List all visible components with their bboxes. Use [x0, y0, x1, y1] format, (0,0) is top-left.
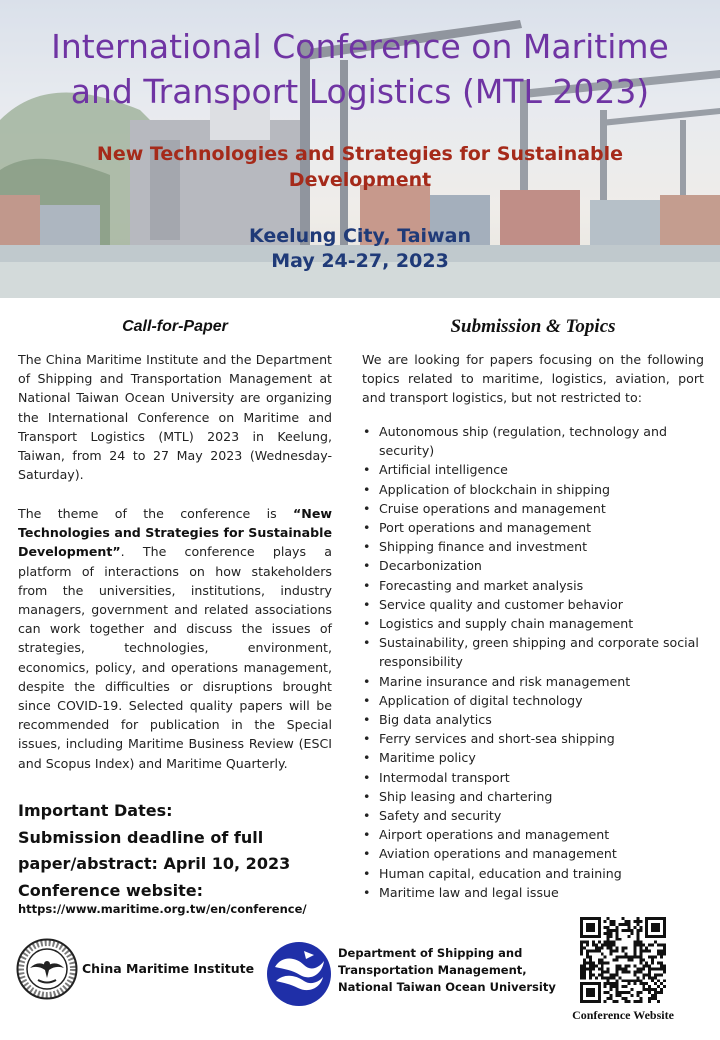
topic-item — [362, 480, 704, 499]
topic-item — [362, 633, 704, 671]
topic-text: Decarbonization — [379, 558, 482, 574]
ntou-name-line1: Department of Shipping and — [338, 946, 523, 960]
cfp-paragraph-1: The China Maritime Institute and the Department of Shipping and Transportation Management at National Taiwan Ocean University are organizing the International Conference on Maritime and Transport Logistics (MTL) 2023 in Keelung, Taiwan, from 24 to 27 May 2023 (Wednesday-Saturday). — [18, 352, 332, 483]
theme-name-text: “New Technologies and Strategies for Sustainable Development” — [18, 506, 332, 560]
bullet-icon: • — [363, 462, 371, 478]
qr-code-icon[interactable] — [580, 917, 666, 1003]
topic-text: Artificial intelligence — [379, 462, 508, 478]
topic-item — [362, 499, 704, 518]
topic-item — [362, 710, 704, 729]
theme-intro-text: The theme of the conference is — [18, 506, 293, 521]
topic-text: Cruise operations and management — [379, 500, 606, 516]
topic-text: Application of blockchain in shipping — [379, 481, 611, 497]
topic-text: Maritime policy — [379, 750, 476, 766]
topic-text: Human capital, education and training — [379, 865, 622, 881]
topic-text: Sustainability, green shipping and corporate social responsibility — [379, 635, 699, 670]
conference-title-line1: International Conference on Maritime — [51, 27, 669, 66]
bullet-icon: • — [363, 673, 371, 689]
bullet-icon: • — [363, 596, 371, 612]
call-for-paper-heading: Call-for-Paper — [122, 318, 228, 335]
header-banner — [0, 0, 720, 298]
topic-item — [362, 614, 704, 633]
topic-item — [362, 864, 704, 883]
topic-item — [362, 748, 704, 767]
topic-item — [362, 576, 704, 595]
important-dates-heading: Important Dates: — [18, 801, 173, 820]
bullet-icon: • — [363, 481, 371, 497]
topic-text: Shipping finance and investment — [379, 539, 588, 555]
submission-intro: We are looking for papers focusing on the following topics related to maritime, logistics, aviation, port and transport logistics, but not restricted to: — [362, 352, 704, 406]
topic-text: Intermodal transport — [379, 769, 510, 785]
topic-item — [362, 768, 704, 787]
topic-item — [362, 422, 704, 460]
bullet-icon: • — [363, 558, 371, 574]
topic-text: Autonomous ship (regulation, technology and security) — [379, 424, 667, 459]
topic-text: Application of digital technology — [379, 692, 583, 708]
topic-item — [362, 672, 704, 691]
topic-item — [362, 787, 704, 806]
topic-item — [362, 729, 704, 748]
ntou-name-line3: National Taiwan Ocean University — [338, 980, 556, 994]
topic-text: Ship leasing and chartering — [379, 788, 553, 804]
cfp-paragraph-2 — [18, 504, 332, 773]
topic-text: Big data analytics — [379, 712, 492, 728]
bullet-icon: • — [363, 865, 371, 881]
topic-text: Service quality and customer behavior — [379, 596, 623, 612]
qr-caption: Conference Website — [572, 1008, 674, 1022]
topic-item — [362, 825, 704, 844]
bullet-icon: • — [363, 731, 371, 747]
bullet-icon: • — [363, 692, 371, 708]
cmi-name: China Maritime Institute — [82, 961, 255, 976]
topic-text: Maritime law and legal issue — [379, 884, 559, 900]
submission-deadline: Submission deadline of full paper/abstract: April 10, 2023 — [18, 827, 291, 873]
topic-text: Ferry services and short-sea shipping — [379, 731, 615, 747]
bullet-icon: • — [363, 616, 371, 632]
topic-text: Marine insurance and risk management — [379, 673, 631, 689]
topic-text: Airport operations and management — [379, 827, 610, 843]
bullet-icon: • — [363, 539, 371, 555]
ntou-department-name — [338, 945, 570, 996]
bullet-icon: • — [363, 827, 371, 843]
bullet-icon: • — [363, 788, 371, 804]
conference-website-label: Conference website: — [18, 880, 203, 900]
topic-item — [362, 460, 704, 479]
topic-item — [362, 844, 704, 863]
bullet-icon: • — [363, 520, 371, 536]
topic-text: Safety and security — [379, 808, 502, 824]
bullet-icon: • — [363, 769, 371, 785]
bullet-icon: • — [363, 635, 371, 651]
bullet-icon: • — [363, 712, 371, 728]
topic-item — [362, 806, 704, 825]
topic-item — [362, 595, 704, 614]
conference-website-link[interactable]: https://www.maritime.org.tw/en/conference/ — [18, 902, 307, 916]
topic-item — [362, 537, 704, 556]
bullet-icon: • — [363, 577, 371, 593]
bullet-icon: • — [363, 846, 371, 862]
ntou-name-line2: Transportation Management, — [338, 963, 527, 977]
bullet-icon: • — [363, 750, 371, 766]
bullet-icon: • — [363, 424, 371, 439]
ntou-wave-icon — [266, 941, 332, 1007]
conference-dates: May 24-27, 2023 — [271, 250, 449, 272]
submission-topics-heading: Submission & Topics — [450, 316, 616, 337]
topic-text: Logistics and supply chain management — [379, 616, 634, 632]
bullet-icon: • — [363, 808, 371, 824]
bullet-icon: • — [363, 500, 371, 516]
conference-location: Keelung City, Taiwan — [249, 225, 471, 247]
topic-text: Forecasting and market analysis — [379, 577, 584, 593]
topic-text: Aviation operations and management — [379, 846, 617, 862]
topic-item — [362, 691, 704, 710]
conference-theme: New Technologies and Strategies for Sustainable Development — [96, 143, 624, 191]
cmi-seal-icon — [16, 938, 78, 1000]
topic-list — [362, 422, 704, 902]
topic-item — [362, 518, 704, 537]
bullet-icon: • — [363, 884, 371, 900]
conference-title-line2: and Transport Logistics (MTL 2023) — [70, 72, 650, 111]
topic-item — [362, 883, 704, 902]
theme-rest-text: . The conference plays a platform of interactions on how stakeholders from the universities, institutions, industry managers, government and related associations can work together and discuss the issues of strategies, technologies, environment, economics, policy, and operations management, despite the difficulties or disruptions brought since COVID-19. Selected quality papers will be recommended for publication in the Special issues, including Maritime Business Review (ESCI and Scopus Index) and Maritime Quarterly. — [18, 544, 332, 771]
important-dates-block — [18, 798, 332, 904]
topic-item — [362, 556, 704, 575]
topic-text: Port operations and management — [379, 520, 592, 536]
